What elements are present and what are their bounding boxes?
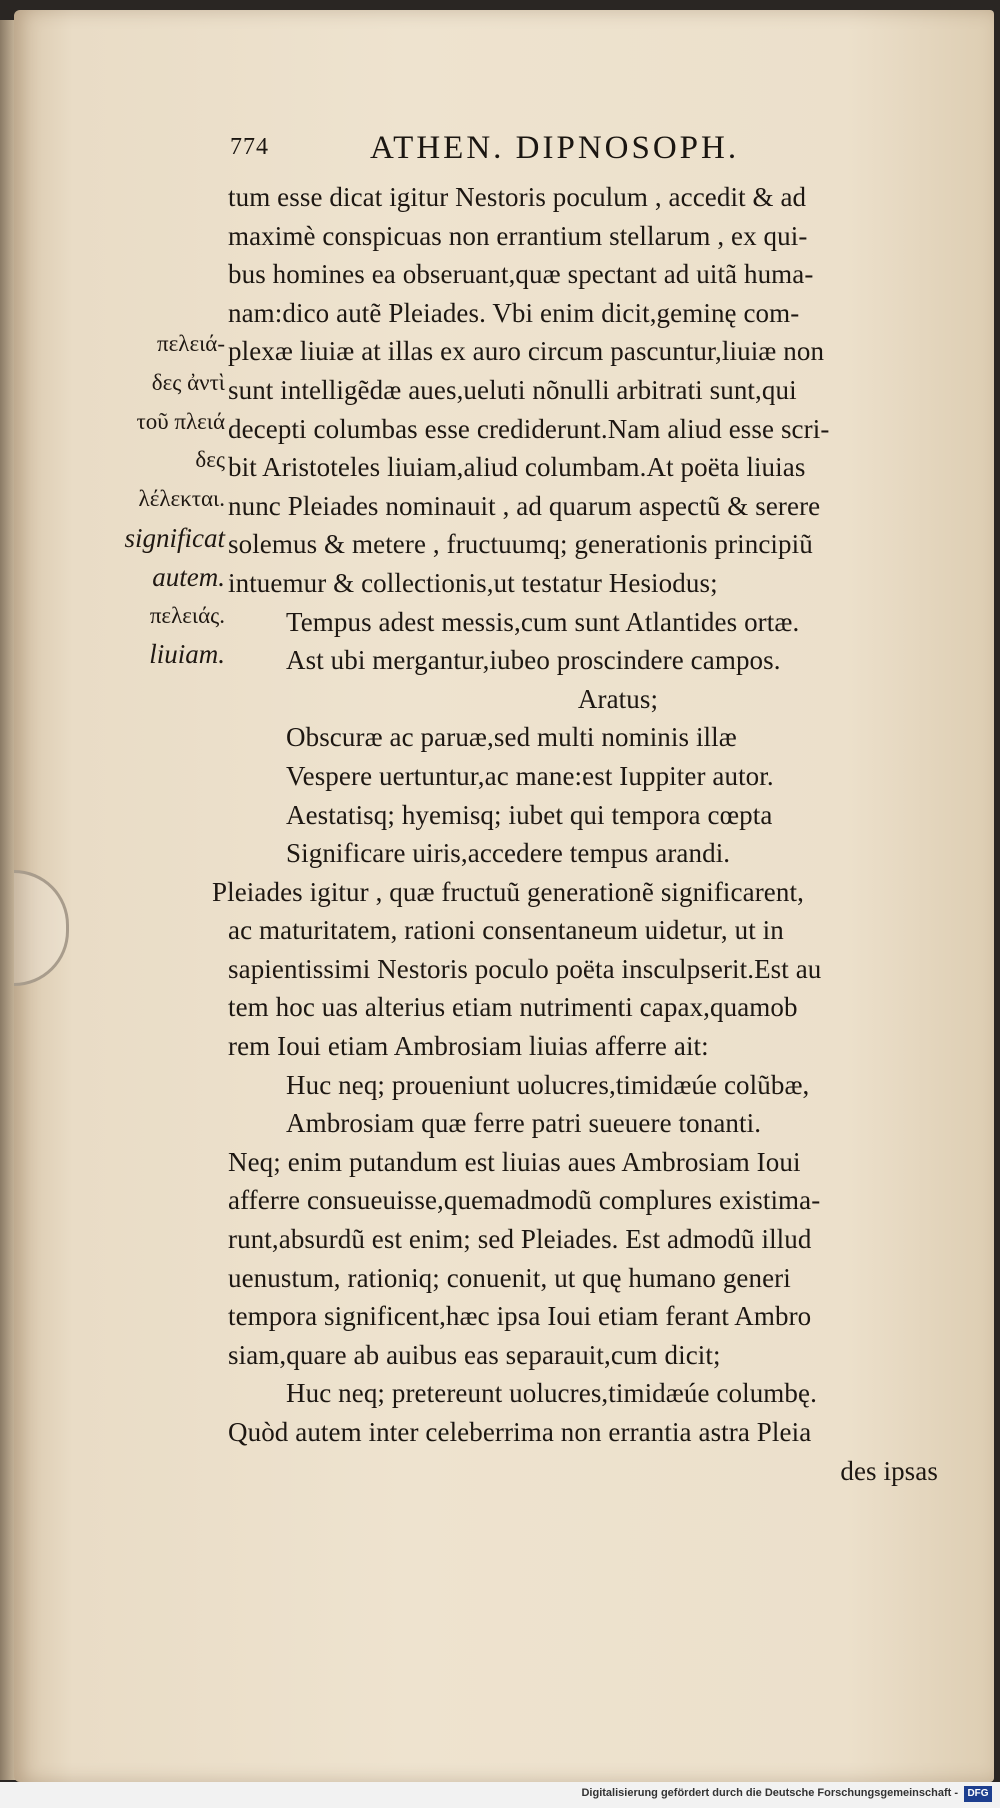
text-line: Vespere uertuntur,ac mane:est Iuppiter autor. — [286, 760, 774, 791]
text-line: tempora significent,hæc ipsa Ioui etiam ferant Ambro — [228, 1301, 812, 1332]
margin-note: λέλεκται. — [138, 486, 225, 512]
text-line: decepti columbas esse crediderunt.Nam aliud esse scri- — [228, 413, 830, 444]
margin-note: liuiam. — [149, 639, 225, 670]
text-line: afferre consueuisse,quemadmodũ complures existima- — [228, 1185, 821, 1216]
margin-note: πελειά- — [157, 331, 225, 356]
text-line: sunt intelligẽdæ aues,ueluti nõnulli arbitrati sunt,qui — [228, 374, 797, 405]
text-line: Neq; enim putandum est liuias aues Ambrosiam Ioui — [228, 1146, 801, 1177]
margin-note: autem. — [152, 561, 225, 592]
footer-bar — [0, 1782, 1000, 1808]
text-line: nunc Pleiades nominauit , ad quarum aspectũ & serere — [228, 490, 821, 521]
body-text — [212, 178, 958, 1490]
text-line: intuemur & collectionis,ut testatur Hesiodus; — [228, 567, 718, 598]
text-line: siam,quare ab auibus eas separauit,cum dicit; — [228, 1339, 721, 1370]
text-line: Obscuræ ac paruæ,sed multi nominis illæ — [286, 722, 737, 753]
text-line: Ambrosiam quæ ferre patri sueuere tonanti. — [286, 1108, 762, 1139]
text-line: Ast ubi mergantur,iubeo proscindere campos. — [286, 645, 781, 676]
margin-note: τοῦ πλειά — [136, 408, 225, 434]
text-line: ac maturitatem, rationi consentaneum uidetur, ut in — [228, 915, 784, 946]
page-number: 774 — [230, 134, 269, 160]
text-line: Quòd autem inter celeberrima non errantia astra Pleia — [228, 1417, 812, 1447]
text-line: bit Aristoteles liuiam,aliud columbam.At poëta liuias — [228, 452, 806, 483]
text-line: Aestatisq; hyemisq; iubet qui tempora cœpta — [286, 799, 773, 830]
page-header — [230, 130, 950, 170]
text-line: uenustum, rationiq; conuenit, ut quę humano generi — [228, 1262, 791, 1293]
text-line: Tempus adest messis,cum sunt Atlantides ortæ. — [286, 606, 800, 637]
text-line: Huc neq; proueniunt uolucres,timidæúe colũbæ, — [286, 1069, 810, 1100]
text-line: sapientissimi Nestoris poculo poëta insculpserit.Est au — [228, 953, 822, 984]
text-line: nam:dico autẽ Pleiades. Vbi enim dicit,geminę com- — [228, 297, 800, 328]
text-line: runt,absurdũ est enim; sed Pleiades. Est admodũ illud — [228, 1224, 812, 1255]
dfg-logo: DFG — [964, 1786, 992, 1802]
text-line: rem Ioui etiam Ambrosiam liuias afferre ait: — [228, 1031, 709, 1062]
margin-note: significat — [124, 522, 225, 553]
margin-notes — [120, 325, 225, 674]
page-clip-tab — [14, 870, 69, 986]
text-line: maximè conspicuas non errantium stellarum , ex qui- — [228, 220, 808, 251]
text-line: Pleiades igitur , quæ fructuũ generationẽ significarent, — [212, 876, 804, 907]
margin-note: δες — [195, 447, 225, 473]
text-line: tem hoc uas alterius etiam nutrimenti capax,quamob — [228, 992, 798, 1023]
text-line: tum esse dicat igitur Nestoris poculum , accedit & ad — [228, 182, 807, 212]
text-line: Aratus; — [577, 683, 659, 714]
margin-note: δες ἀντὶ — [151, 369, 225, 395]
catchword: des ipsas — [840, 1455, 938, 1486]
text-line: solemus & metere , fructuumq; generationis principiũ — [228, 529, 813, 560]
funding-credit: Digitalisierung gefördert durch die Deutsche Forschungsgemeinschaft - — [581, 1787, 958, 1799]
margin-note: πελειάς. — [149, 602, 225, 628]
text-line: plexæ liuiæ at illas ex auro circum pascuntur,liuiæ non — [228, 336, 825, 367]
text-line: Huc neq; pretereunt uolucres,timidæúe columbę. — [286, 1378, 817, 1409]
text-line: Significare uiris,accedere tempus arandi. — [286, 838, 731, 869]
text-line: bus homines ea obseruant,quæ spectant ad uitã huma- — [228, 259, 814, 290]
running-title: ATHEN. DIPNOSOPH. — [370, 130, 740, 166]
